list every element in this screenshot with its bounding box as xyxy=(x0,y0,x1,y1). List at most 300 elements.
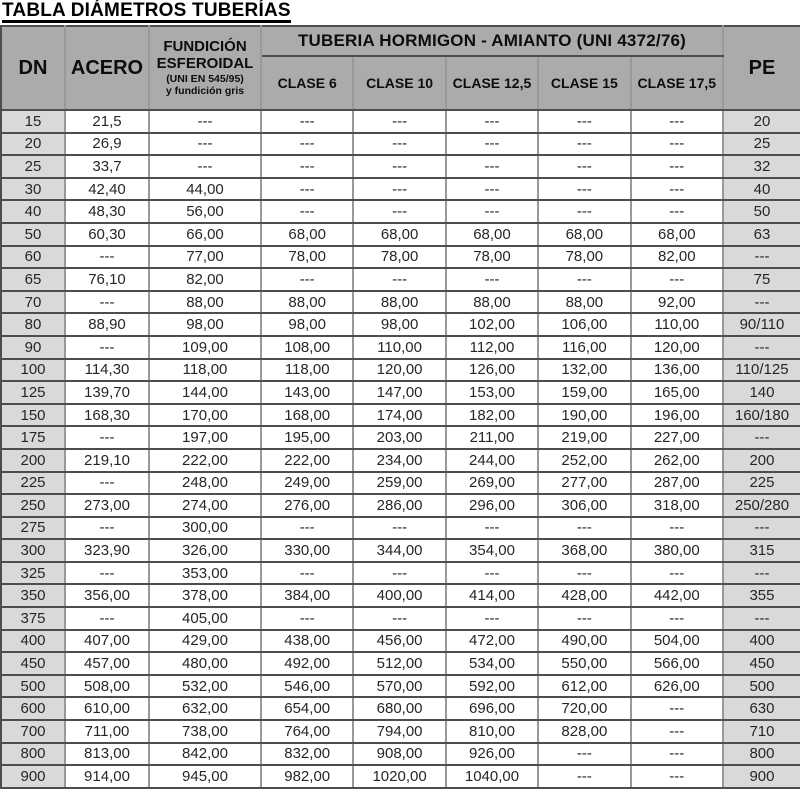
pe-cell: 630 xyxy=(723,697,800,720)
clase6-cell: 492,00 xyxy=(261,652,353,675)
fundicion-cell: 429,00 xyxy=(149,630,261,653)
clase17-5-cell: --- xyxy=(631,517,723,540)
pipe-diameters-table xyxy=(0,25,800,789)
clase6-cell: 330,00 xyxy=(261,539,353,562)
clase10-cell: --- xyxy=(353,607,445,630)
clase10-cell: 259,00 xyxy=(353,472,445,495)
clase15-cell: 720,00 xyxy=(538,697,630,720)
dn-cell: 200 xyxy=(1,449,65,472)
acero-cell: --- xyxy=(65,562,149,585)
col-header-clase-12-5: CLASE 12,5 xyxy=(446,56,538,110)
clase10-cell: 570,00 xyxy=(353,675,445,698)
fundicion-cell: 88,00 xyxy=(149,291,261,314)
fundicion-cell: 44,00 xyxy=(149,178,261,201)
dn-cell: 225 xyxy=(1,472,65,495)
dn-cell: 15 xyxy=(1,110,65,133)
clase6-cell: --- xyxy=(261,155,353,178)
clase12-5-cell: --- xyxy=(446,517,538,540)
clase15-cell: 828,00 xyxy=(538,720,630,743)
acero-cell: 407,00 xyxy=(65,630,149,653)
clase17-5-cell: --- xyxy=(631,133,723,156)
clase17-5-cell: 68,00 xyxy=(631,223,723,246)
fundicion-cell: --- xyxy=(149,133,261,156)
pe-cell: --- xyxy=(723,246,800,269)
clase6-cell: 249,00 xyxy=(261,472,353,495)
fundicion-cell: 632,00 xyxy=(149,697,261,720)
clase12-5-cell: 1040,00 xyxy=(446,765,538,788)
clase10-cell: --- xyxy=(353,155,445,178)
clase15-cell: 490,00 xyxy=(538,630,630,653)
clase12-5-cell: 78,00 xyxy=(446,246,538,269)
clase15-cell: --- xyxy=(538,178,630,201)
clase15-cell: --- xyxy=(538,765,630,788)
clase10-cell: 794,00 xyxy=(353,720,445,743)
clase6-cell: 98,00 xyxy=(261,313,353,336)
clase10-cell: --- xyxy=(353,133,445,156)
clase17-5-cell: 110,00 xyxy=(631,313,723,336)
fundicion-cell: 405,00 xyxy=(149,607,261,630)
fundicion-cell: 480,00 xyxy=(149,652,261,675)
col-header-clase-15: CLASE 15 xyxy=(538,56,630,110)
fundicion-cell: 82,00 xyxy=(149,268,261,291)
dn-cell: 90 xyxy=(1,336,65,359)
fundicion-cell: 98,00 xyxy=(149,313,261,336)
dn-cell: 100 xyxy=(1,359,65,382)
dn-cell: 800 xyxy=(1,743,65,766)
table-row xyxy=(1,652,800,675)
col-header-acero: ACERO xyxy=(65,26,149,110)
clase12-5-cell: 926,00 xyxy=(446,743,538,766)
clase10-cell: 147,00 xyxy=(353,381,445,404)
clase10-cell: 400,00 xyxy=(353,584,445,607)
acero-cell: --- xyxy=(65,426,149,449)
fundicion-gris-note: y fundición gris xyxy=(165,84,245,97)
clase10-cell: 512,00 xyxy=(353,652,445,675)
clase12-5-cell: 88,00 xyxy=(446,291,538,314)
clase17-5-cell: 120,00 xyxy=(631,336,723,359)
table-row xyxy=(1,675,800,698)
clase6-cell: 222,00 xyxy=(261,449,353,472)
acero-cell: 457,00 xyxy=(65,652,149,675)
table-row xyxy=(1,246,800,269)
clase12-5-cell: --- xyxy=(446,268,538,291)
dn-cell: 300 xyxy=(1,539,65,562)
dn-cell: 25 xyxy=(1,155,65,178)
pe-cell: --- xyxy=(723,607,800,630)
clase6-cell: 88,00 xyxy=(261,291,353,314)
clase6-cell: --- xyxy=(261,268,353,291)
fundicion-cell: 532,00 xyxy=(149,675,261,698)
clase15-cell: --- xyxy=(538,200,630,223)
table-row xyxy=(1,539,800,562)
clase15-cell: --- xyxy=(538,562,630,585)
clase12-5-cell: 126,00 xyxy=(446,359,538,382)
acero-cell: 323,90 xyxy=(65,539,149,562)
clase15-cell: 116,00 xyxy=(538,336,630,359)
table-row xyxy=(1,743,800,766)
clase10-cell: --- xyxy=(353,562,445,585)
clase10-cell: 1020,00 xyxy=(353,765,445,788)
fundicion-cell: 326,00 xyxy=(149,539,261,562)
acero-cell: 88,90 xyxy=(65,313,149,336)
clase10-cell: 110,00 xyxy=(353,336,445,359)
acero-cell: 610,00 xyxy=(65,697,149,720)
clase17-5-cell: 442,00 xyxy=(631,584,723,607)
pe-cell: 800 xyxy=(723,743,800,766)
clase15-cell: 190,00 xyxy=(538,404,630,427)
clase15-cell: --- xyxy=(538,607,630,630)
clase12-5-cell: 112,00 xyxy=(446,336,538,359)
table-row xyxy=(1,155,800,178)
clase15-cell: 78,00 xyxy=(538,246,630,269)
clase17-5-cell: 196,00 xyxy=(631,404,723,427)
clase10-cell: 234,00 xyxy=(353,449,445,472)
col-header-dn: DN xyxy=(1,26,65,110)
clase6-cell: 68,00 xyxy=(261,223,353,246)
pe-cell: 63 xyxy=(723,223,800,246)
clase15-cell: 159,00 xyxy=(538,381,630,404)
pe-cell: 40 xyxy=(723,178,800,201)
clase12-5-cell: 296,00 xyxy=(446,494,538,517)
clase10-cell: 174,00 xyxy=(353,404,445,427)
clase17-5-cell: --- xyxy=(631,697,723,720)
pe-cell: 75 xyxy=(723,268,800,291)
dn-cell: 50 xyxy=(1,223,65,246)
clase15-cell: --- xyxy=(538,517,630,540)
pe-cell: 710 xyxy=(723,720,800,743)
clase15-cell: 68,00 xyxy=(538,223,630,246)
clase6-cell: 384,00 xyxy=(261,584,353,607)
fundicion-cell: 118,00 xyxy=(149,359,261,382)
pe-cell: 900 xyxy=(723,765,800,788)
pe-cell: 225 xyxy=(723,472,800,495)
table-row xyxy=(1,404,800,427)
clase15-cell: 106,00 xyxy=(538,313,630,336)
acero-cell: 139,70 xyxy=(65,381,149,404)
col-header-clase-10: CLASE 10 xyxy=(353,56,445,110)
pe-cell: 32 xyxy=(723,155,800,178)
dn-cell: 350 xyxy=(1,584,65,607)
dn-cell: 900 xyxy=(1,765,65,788)
clase6-cell: 764,00 xyxy=(261,720,353,743)
pe-cell: --- xyxy=(723,517,800,540)
dn-cell: 400 xyxy=(1,630,65,653)
pe-cell: --- xyxy=(723,426,800,449)
clase10-cell: --- xyxy=(353,110,445,133)
table-row xyxy=(1,223,800,246)
table-row xyxy=(1,765,800,788)
clase15-cell: --- xyxy=(538,110,630,133)
dn-cell: 175 xyxy=(1,426,65,449)
clase10-cell: 78,00 xyxy=(353,246,445,269)
clase17-5-cell: --- xyxy=(631,720,723,743)
clase12-5-cell: --- xyxy=(446,133,538,156)
dn-cell: 600 xyxy=(1,697,65,720)
acero-cell: 21,5 xyxy=(65,110,149,133)
clase17-5-cell: 227,00 xyxy=(631,426,723,449)
acero-cell: 33,7 xyxy=(65,155,149,178)
acero-cell: --- xyxy=(65,336,149,359)
clase15-cell: 428,00 xyxy=(538,584,630,607)
clase10-cell: 88,00 xyxy=(353,291,445,314)
dn-cell: 60 xyxy=(1,246,65,269)
col-header-clase-17-5: CLASE 17,5 xyxy=(631,56,723,110)
clase17-5-cell: 92,00 xyxy=(631,291,723,314)
pe-cell: 355 xyxy=(723,584,800,607)
dn-cell: 40 xyxy=(1,200,65,223)
clase17-5-cell: --- xyxy=(631,743,723,766)
table-row xyxy=(1,697,800,720)
clase12-5-cell: 696,00 xyxy=(446,697,538,720)
dn-cell: 250 xyxy=(1,494,65,517)
table-row xyxy=(1,426,800,449)
clase17-5-cell: 626,00 xyxy=(631,675,723,698)
clase6-cell: --- xyxy=(261,178,353,201)
clase17-5-cell: 136,00 xyxy=(631,359,723,382)
clase6-cell: 438,00 xyxy=(261,630,353,653)
clase15-cell: 368,00 xyxy=(538,539,630,562)
clase17-5-cell: --- xyxy=(631,607,723,630)
acero-cell: 356,00 xyxy=(65,584,149,607)
clase10-cell: --- xyxy=(353,200,445,223)
col-header-pe: PE xyxy=(723,26,800,110)
fundicion-label-line1: FUNDICIÓN xyxy=(163,38,247,56)
clase17-5-cell: 82,00 xyxy=(631,246,723,269)
pe-cell: 90/110 xyxy=(723,313,800,336)
clase12-5-cell: 534,00 xyxy=(446,652,538,675)
clase12-5-cell: 414,00 xyxy=(446,584,538,607)
fundicion-cell: 248,00 xyxy=(149,472,261,495)
clase15-cell: --- xyxy=(538,743,630,766)
dn-cell: 325 xyxy=(1,562,65,585)
clase12-5-cell: 211,00 xyxy=(446,426,538,449)
clase10-cell: --- xyxy=(353,517,445,540)
clase17-5-cell: 380,00 xyxy=(631,539,723,562)
table-row xyxy=(1,517,800,540)
clase6-cell: 276,00 xyxy=(261,494,353,517)
clase15-cell: 88,00 xyxy=(538,291,630,314)
clase12-5-cell: --- xyxy=(446,562,538,585)
clase6-cell: --- xyxy=(261,200,353,223)
clase12-5-cell: 68,00 xyxy=(446,223,538,246)
dn-cell: 80 xyxy=(1,313,65,336)
clase12-5-cell: 153,00 xyxy=(446,381,538,404)
clase12-5-cell: --- xyxy=(446,200,538,223)
clase17-5-cell: --- xyxy=(631,155,723,178)
clase10-cell: 98,00 xyxy=(353,313,445,336)
acero-cell: 48,30 xyxy=(65,200,149,223)
dn-cell: 450 xyxy=(1,652,65,675)
table-row xyxy=(1,200,800,223)
fundicion-cell: 144,00 xyxy=(149,381,261,404)
fundicion-cell: --- xyxy=(149,155,261,178)
dn-cell: 150 xyxy=(1,404,65,427)
clase15-cell: 252,00 xyxy=(538,449,630,472)
clase17-5-cell: 504,00 xyxy=(631,630,723,653)
fundicion-norm-note: (UNI EN 545/95) xyxy=(166,72,244,85)
acero-cell: 219,10 xyxy=(65,449,149,472)
dn-cell: 275 xyxy=(1,517,65,540)
pe-cell: --- xyxy=(723,336,800,359)
acero-cell: --- xyxy=(65,291,149,314)
clase6-cell: --- xyxy=(261,133,353,156)
clase17-5-cell: --- xyxy=(631,110,723,133)
clase6-cell: 168,00 xyxy=(261,404,353,427)
clase6-cell: 832,00 xyxy=(261,743,353,766)
dn-cell: 20 xyxy=(1,133,65,156)
acero-cell: 508,00 xyxy=(65,675,149,698)
clase17-5-cell: --- xyxy=(631,268,723,291)
pe-cell: 200 xyxy=(723,449,800,472)
fundicion-cell: 66,00 xyxy=(149,223,261,246)
pe-cell: 20 xyxy=(723,110,800,133)
clase12-5-cell: --- xyxy=(446,110,538,133)
fundicion-cell: 842,00 xyxy=(149,743,261,766)
clase17-5-cell: 165,00 xyxy=(631,381,723,404)
acero-cell: 168,30 xyxy=(65,404,149,427)
table-row xyxy=(1,178,800,201)
clase6-cell: 78,00 xyxy=(261,246,353,269)
fundicion-cell: 56,00 xyxy=(149,200,261,223)
clase12-5-cell: 102,00 xyxy=(446,313,538,336)
clase17-5-cell: 318,00 xyxy=(631,494,723,517)
clase6-cell: 654,00 xyxy=(261,697,353,720)
fundicion-cell: 738,00 xyxy=(149,720,261,743)
table-header xyxy=(1,26,800,110)
acero-cell: 813,00 xyxy=(65,743,149,766)
clase12-5-cell: 354,00 xyxy=(446,539,538,562)
clase10-cell: 286,00 xyxy=(353,494,445,517)
acero-cell: 26,9 xyxy=(65,133,149,156)
clase6-cell: 118,00 xyxy=(261,359,353,382)
fundicion-cell: 77,00 xyxy=(149,246,261,269)
table-row xyxy=(1,133,800,156)
dn-cell: 125 xyxy=(1,381,65,404)
fundicion-cell: 197,00 xyxy=(149,426,261,449)
clase15-cell: --- xyxy=(538,133,630,156)
clase15-cell: 306,00 xyxy=(538,494,630,517)
acero-cell: 76,10 xyxy=(65,268,149,291)
dn-cell: 70 xyxy=(1,291,65,314)
fundicion-cell: 353,00 xyxy=(149,562,261,585)
acero-cell: --- xyxy=(65,246,149,269)
acero-cell: 273,00 xyxy=(65,494,149,517)
clase6-cell: 195,00 xyxy=(261,426,353,449)
clase6-cell: 143,00 xyxy=(261,381,353,404)
clase17-5-cell: 566,00 xyxy=(631,652,723,675)
pe-cell: --- xyxy=(723,562,800,585)
clase10-cell: 68,00 xyxy=(353,223,445,246)
clase17-5-cell: --- xyxy=(631,765,723,788)
fundicion-cell: 222,00 xyxy=(149,449,261,472)
fundicion-cell: 945,00 xyxy=(149,765,261,788)
clase12-5-cell: --- xyxy=(446,178,538,201)
clase6-cell: --- xyxy=(261,517,353,540)
fundicion-cell: --- xyxy=(149,110,261,133)
table-row xyxy=(1,607,800,630)
clase10-cell: 203,00 xyxy=(353,426,445,449)
table-row xyxy=(1,381,800,404)
table-row xyxy=(1,449,800,472)
clase17-5-cell: 262,00 xyxy=(631,449,723,472)
clase10-cell: 344,00 xyxy=(353,539,445,562)
acero-cell: 914,00 xyxy=(65,765,149,788)
clase17-5-cell: --- xyxy=(631,200,723,223)
col-header-fundicion xyxy=(149,26,261,110)
clase6-cell: 108,00 xyxy=(261,336,353,359)
pe-cell: 160/180 xyxy=(723,404,800,427)
table-row xyxy=(1,268,800,291)
clase17-5-cell: --- xyxy=(631,178,723,201)
clase12-5-cell: 182,00 xyxy=(446,404,538,427)
clase12-5-cell: 269,00 xyxy=(446,472,538,495)
dn-cell: 375 xyxy=(1,607,65,630)
clase6-cell: --- xyxy=(261,607,353,630)
pe-cell: 140 xyxy=(723,381,800,404)
pe-cell: 450 xyxy=(723,652,800,675)
fundicion-cell: 378,00 xyxy=(149,584,261,607)
col-header-clase-6: CLASE 6 xyxy=(261,56,353,110)
acero-cell: 42,40 xyxy=(65,178,149,201)
clase10-cell: 680,00 xyxy=(353,697,445,720)
clase12-5-cell: 472,00 xyxy=(446,630,538,653)
table-row xyxy=(1,313,800,336)
fundicion-cell: 300,00 xyxy=(149,517,261,540)
fundicion-cell: 274,00 xyxy=(149,494,261,517)
dn-cell: 65 xyxy=(1,268,65,291)
clase10-cell: 908,00 xyxy=(353,743,445,766)
table-row xyxy=(1,359,800,382)
acero-cell: 60,30 xyxy=(65,223,149,246)
dn-cell: 30 xyxy=(1,178,65,201)
clase6-cell: 546,00 xyxy=(261,675,353,698)
dn-cell: 700 xyxy=(1,720,65,743)
acero-cell: 114,30 xyxy=(65,359,149,382)
dn-cell: 500 xyxy=(1,675,65,698)
table-row xyxy=(1,336,800,359)
clase6-cell: 982,00 xyxy=(261,765,353,788)
pe-cell: --- xyxy=(723,291,800,314)
table-body xyxy=(1,110,800,788)
clase10-cell: --- xyxy=(353,268,445,291)
clase10-cell: 456,00 xyxy=(353,630,445,653)
clase17-5-cell: --- xyxy=(631,562,723,585)
pe-cell: 500 xyxy=(723,675,800,698)
table-row xyxy=(1,291,800,314)
clase12-5-cell: 810,00 xyxy=(446,720,538,743)
acero-cell: 711,00 xyxy=(65,720,149,743)
table-row xyxy=(1,562,800,585)
clase15-cell: 219,00 xyxy=(538,426,630,449)
clase12-5-cell: --- xyxy=(446,155,538,178)
clase10-cell: 120,00 xyxy=(353,359,445,382)
acero-cell: --- xyxy=(65,517,149,540)
clase12-5-cell: --- xyxy=(446,607,538,630)
clase12-5-cell: 592,00 xyxy=(446,675,538,698)
pe-cell: 50 xyxy=(723,200,800,223)
table-row xyxy=(1,472,800,495)
group-header-hormigon-amianto: TUBERIA HORMIGON - AMIANTO (UNI 4372/76) xyxy=(261,26,723,56)
clase15-cell: 277,00 xyxy=(538,472,630,495)
clase17-5-cell: 287,00 xyxy=(631,472,723,495)
fundicion-cell: 109,00 xyxy=(149,336,261,359)
clase12-5-cell: 244,00 xyxy=(446,449,538,472)
fundicion-label-line2: ESFEROIDAL xyxy=(156,54,254,72)
acero-cell: --- xyxy=(65,472,149,495)
page-title: TABLA DIÁMETROS TUBERÍAS xyxy=(2,0,291,21)
clase15-cell: --- xyxy=(538,268,630,291)
clase15-cell: 132,00 xyxy=(538,359,630,382)
